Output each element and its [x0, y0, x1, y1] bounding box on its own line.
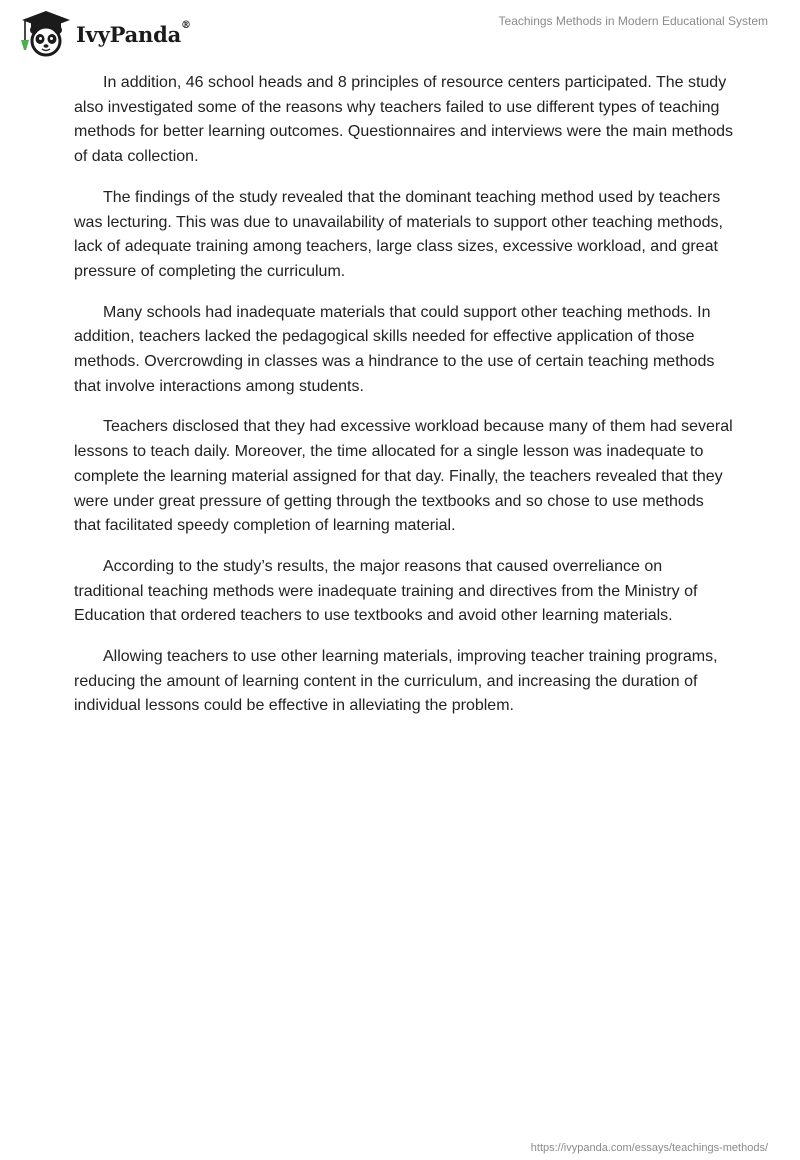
- paragraph: Many schools had inadequate materials that could support other teaching methods. In addition, teachers lacked the pedagogical skills needed for effective application of those methods. Overcrowding in classes was a hindrance to the use of certain teaching methods that involve interactions among students.: [74, 303, 715, 395]
- brand-logo[interactable]: [14, 8, 191, 58]
- paragraph: The findings of the study revealed that the dominant teaching method used by teachers was lecturing. This was due to unavailability of materials to support other teaching methods, lack of adequate training among teachers, large class sizes, excessive workload, and great pressure of completing the curriculum.: [74, 188, 723, 280]
- document-title: Teachings Methods in Modern Educational System: [498, 14, 768, 28]
- essay-body: [74, 71, 734, 735]
- brand-name: IvyPanda®: [76, 19, 191, 47]
- paragraph: Teachers disclosed that they had excessive workload because many of them had several lessons to teach daily. Moreover, the time allocated for a single lesson was inadequate to complete the learning material assigned for that day. Finally, the teachers revealed that they were under great pressure of getting through the textbooks and so chose to use methods that facilitated speedy completion of learning material.: [74, 418, 733, 535]
- source-url[interactable]: https://ivypanda.com/essays/teachings-methods/: [530, 1142, 768, 1154]
- paragraph: In addition, 46 school heads and 8 principles of resource centers participated. The study also investigated some of the reasons why teachers failed to use different types of teaching methods for better learning outcomes. Questionnaires and interviews were the main methods of data collection.: [74, 74, 734, 166]
- panda-graduation-cap-icon: [14, 8, 72, 58]
- page-header: [0, 0, 800, 60]
- paragraph: Allowing teachers to use other learning materials, improving teacher training programs, reducing the amount of learning content in the curriculum, and increasing the duration of individual lessons could be effective in alleviating the problem.: [74, 648, 718, 715]
- registered-mark: ®: [181, 19, 191, 31]
- paragraph: According to the study’s results, the major reasons that caused overreliance on traditional teaching methods were inadequate training and directives from the Ministry of Education that ordered teachers to use textbooks and avoid other learning materials.: [74, 557, 698, 625]
